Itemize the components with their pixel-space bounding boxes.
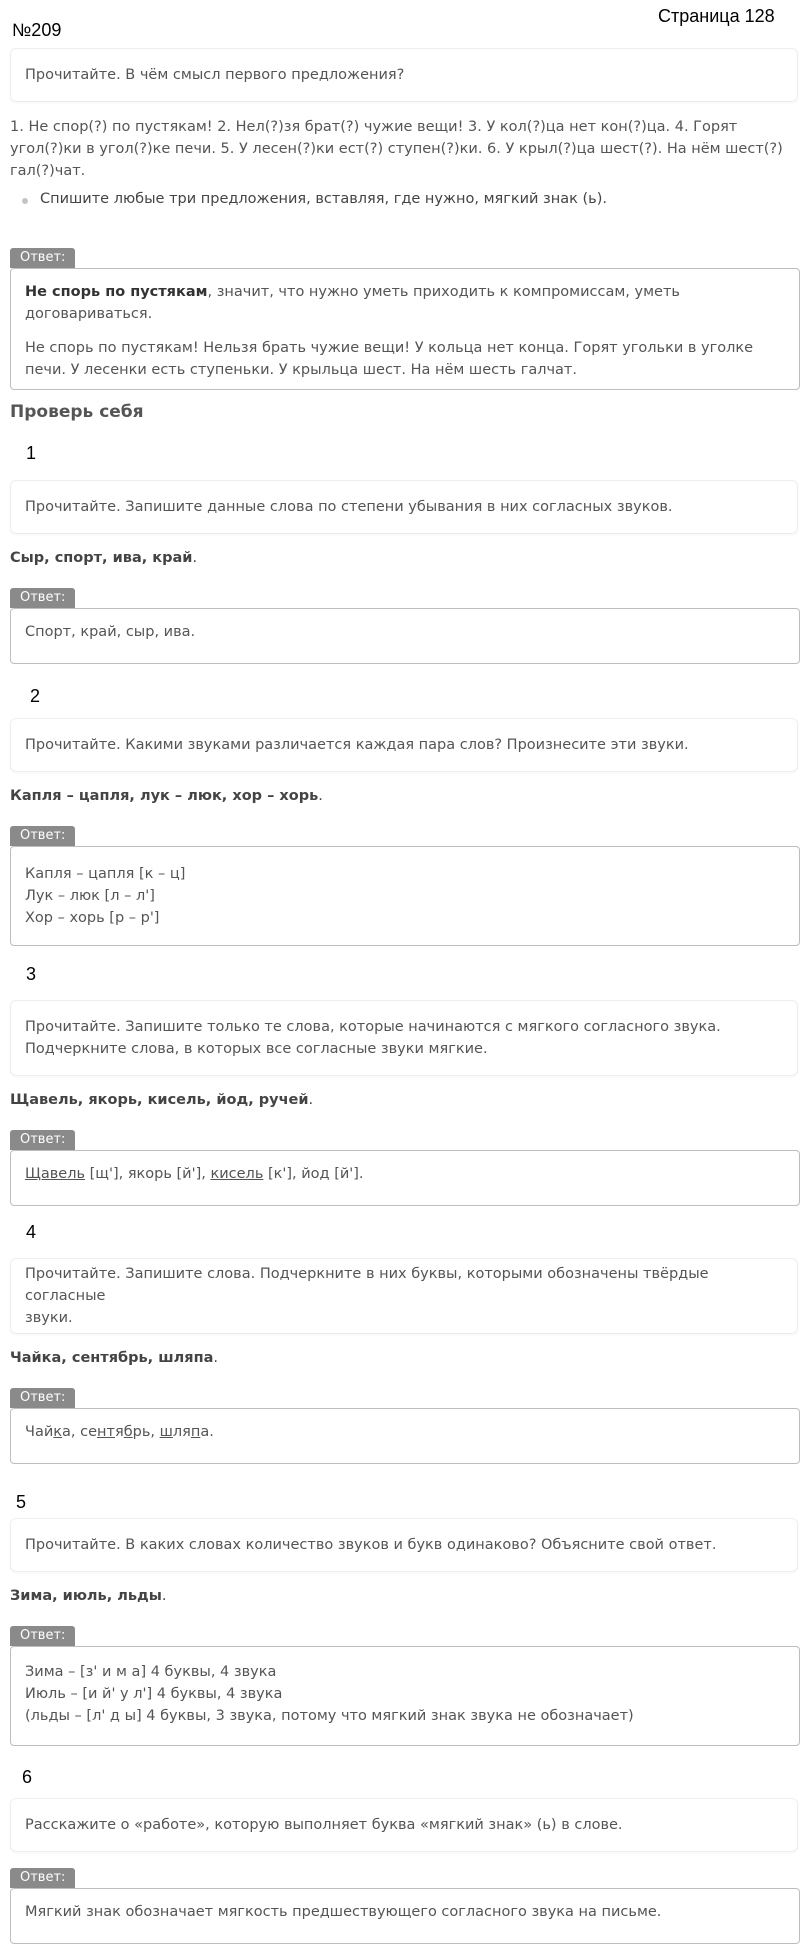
underlined-letter: ш [159, 1424, 173, 1440]
question-prompt-card [10, 1258, 798, 1334]
answer-part: а, се [62, 1424, 98, 1440]
task-number: №209 [12, 20, 62, 40]
question-prompt-card [10, 1798, 798, 1852]
answer-text: Не спорь по пустякам! Нельзя брать чужие вещи! У кольца нет конца. Горят угольки в уголке печи. У лесенки есть ступеньки. У крыльца шест. На нём шесть галчат. [25, 340, 754, 378]
task-text: 1. Не спор(?) по пустякам! 2. Нел(?)зя брат(?) чужие вещи! 3. У кол(?)ца нет кон(?)ца. 4. Горят угол(?)ки в угол(?)ке печи. 5. У лесен(?)ки ест(?) ступен(?)ки. 6. У крыл(?)ца шест(?). На нём шест(?) гал(?)чат. [10, 119, 783, 179]
answer-label: Ответ: [10, 588, 75, 608]
words-bold: Чайка, сентябрь, шляпа [10, 1350, 214, 1366]
answer-box [10, 1646, 800, 1746]
underlined-letter: б [123, 1424, 133, 1440]
words-end: . [318, 788, 323, 804]
underlined-letter: т [106, 1424, 115, 1440]
underlined-letter: к [53, 1424, 63, 1440]
answer-label: Ответ: [10, 248, 75, 268]
prompt-line: Прочитайте. Запишите только те слова, которые начинаются с мягкого согласного звука. [25, 1019, 721, 1035]
question-words [10, 550, 197, 566]
question-words [10, 1350, 218, 1366]
answer-part: [щ'], якорь [й'], [85, 1166, 211, 1182]
answer-line: Хор – хорь [р – р'] [25, 910, 160, 926]
underlined-word: Щавель [25, 1166, 86, 1182]
words-bold: Сыр, спорт, ива, край [10, 550, 193, 566]
answer-line: Зима – [з' и м а] 4 буквы, 4 звука [25, 1664, 277, 1680]
prompt-line: Подчеркните слова, в которых все согласные звуки мягкие. [25, 1041, 488, 1057]
answer-bold-phrase: Не спорь по пустякам [25, 284, 208, 300]
answer-line: Лук – люк [л – л'] [25, 888, 155, 904]
question-prompt-card [10, 1000, 798, 1076]
question-prompt [25, 1016, 721, 1060]
question-prompt: Прочитайте. Запишите данные слова по степени убывания в них согласных звуков. [25, 499, 673, 515]
task-bullet-text: Спишите любые три предложения, вставляя, где нужно, мягкий знак (ь). [40, 191, 607, 207]
question-words [10, 1588, 166, 1604]
answer-box [10, 608, 800, 664]
underlined-word: кисель [210, 1166, 264, 1182]
answer-part: рь, [132, 1424, 160, 1440]
question-number: 1 [26, 443, 37, 463]
prompt-line: Прочитайте. Запишите слова. Подчеркните в них буквы, которыми обозначены твёрдые согласные [25, 1266, 709, 1304]
answer-part: я [114, 1424, 124, 1440]
words-end: . [192, 550, 198, 566]
prompt-line: звуки. [25, 1310, 73, 1326]
underlined-letter: п [190, 1424, 201, 1440]
answer-box [10, 846, 800, 946]
answer-label: Ответ: [10, 1868, 75, 1888]
answer-label: Ответ: [10, 826, 75, 846]
answer-box [10, 268, 800, 390]
answer-part: а. [200, 1424, 214, 1440]
answer-box [10, 1408, 800, 1464]
words-end: . [161, 1588, 167, 1604]
question-number: 5 [16, 1492, 27, 1512]
question-number: 3 [26, 964, 37, 984]
bullet-dot [22, 198, 28, 204]
question-number: 4 [26, 1222, 37, 1242]
answer-line: Капля – цапля [к – ц] [25, 866, 186, 882]
answer-line: Июль – [и й' у л'] 4 буквы, 4 звука [25, 1686, 283, 1702]
question-prompt-card [10, 718, 798, 772]
words-end: . [308, 1092, 314, 1108]
page-number: Страница 128 [658, 6, 775, 26]
words-bold: Зима, июль, льды [10, 1588, 162, 1604]
question-prompt-card [10, 1518, 798, 1572]
answer-text: Мягкий знак обозначает мягкость предшествующего согласного звука на письме. [25, 1904, 662, 1920]
question-prompt-card [10, 480, 798, 534]
answer-text: Спорт, край, сыр, ива. [25, 624, 196, 640]
section-title: Проверь себя [10, 402, 144, 422]
answer-line [25, 281, 785, 325]
question-prompt: Прочитайте. В каких словах количество звуков и букв одинаково? Объясните свой ответ. [25, 1537, 717, 1553]
answer-part: [к'], йод [й']. [263, 1166, 364, 1182]
answer-box [10, 1150, 800, 1206]
underlined-letter: н [97, 1424, 107, 1440]
answer-line: (льды – [л' д ы] 4 буквы, 3 звука, потому что мягкий знак звука не обозначает) [25, 1708, 634, 1724]
answer-label: Ответ: [10, 1626, 75, 1646]
question-number: 6 [22, 1767, 33, 1787]
words-end: . [213, 1350, 218, 1366]
question-prompt: Расскажите о «работе», которую выполняет буква «мягкий знак» (ь) в слове. [25, 1817, 623, 1833]
answer-part: Чай [25, 1424, 54, 1440]
words-bold: Капля – цапля, лук – люк, хор – хорь [10, 788, 319, 804]
answer-line [25, 1163, 785, 1185]
answer-label: Ответ: [10, 1388, 75, 1408]
answer-label: Ответ: [10, 1130, 75, 1150]
answer-box [10, 1888, 800, 1944]
task-prompt-card [10, 48, 798, 102]
question-prompt [25, 1263, 783, 1329]
question-number: 2 [30, 686, 41, 706]
words-bold: Щавель, якорь, кисель, йод, ручей [10, 1092, 309, 1108]
question-words [10, 1092, 313, 1108]
question-words [10, 788, 323, 804]
answer-rest: , значит, что нужно уметь приходить к компромиссам, уметь договариваться. [25, 284, 680, 322]
question-prompt: Прочитайте. Какими звуками различается каждая пара слов? Произнесите эти звуки. [25, 737, 689, 753]
answer-line [25, 1421, 785, 1443]
task-prompt: Прочитайте. В чём смысл первого предложения? [25, 67, 405, 83]
answer-part: ля [172, 1424, 191, 1440]
